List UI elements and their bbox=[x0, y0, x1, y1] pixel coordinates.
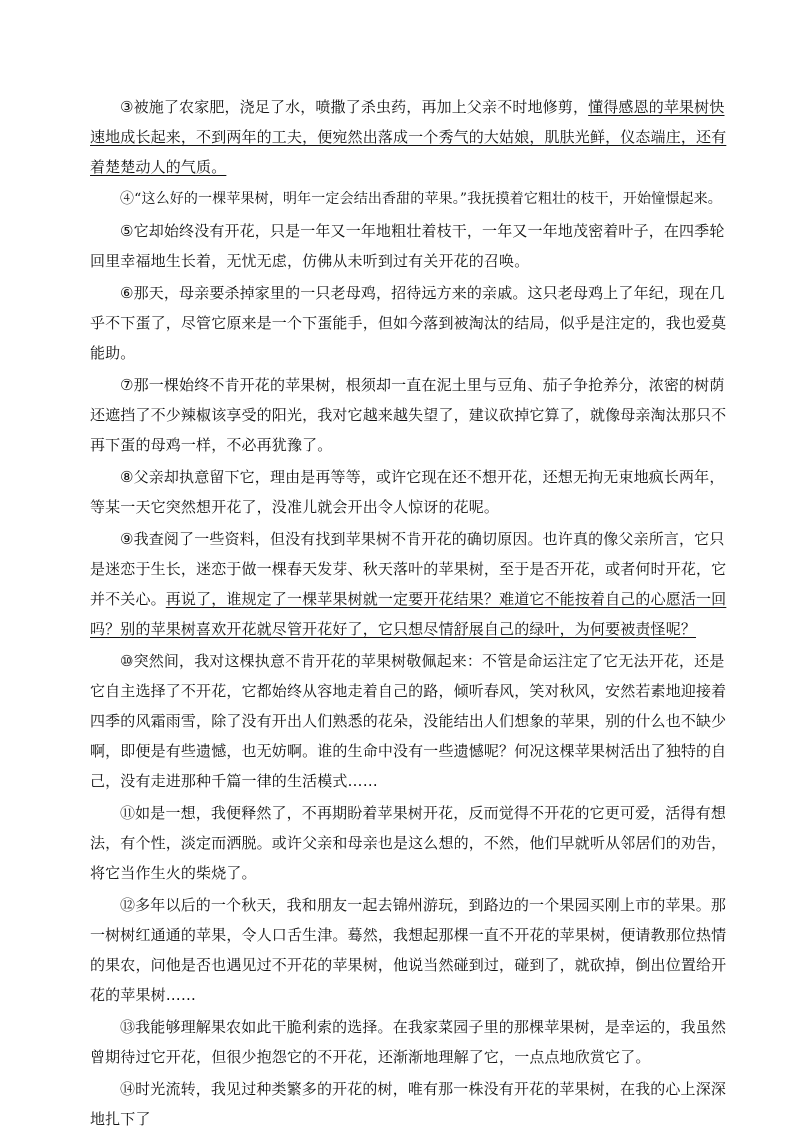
paragraph-number: ⑨ bbox=[120, 530, 134, 548]
paragraph-13 bbox=[90, 1012, 730, 1072]
paragraph-number: ⑦ bbox=[120, 376, 134, 394]
paragraph-text: 它却始终没有开花，只是一年又一年地粗壮着枝干，一年又一年地茂密着叶子，在四季轮回里幸福地生长着，无忧无虑，仿佛从未听到过有关开花的召唤。 bbox=[90, 222, 725, 270]
underlined-sentence: 懂得感恩的苹果树快速地成长起来，不到两年的工夫，便宛然出落成一个秀气的大姑娘，肌肤光鲜，仪态端庄，还有着楚楚动人的气质。 bbox=[90, 98, 727, 176]
paragraph-number: ⑩ bbox=[120, 652, 134, 670]
paragraph-4 bbox=[90, 184, 730, 214]
paragraph-8 bbox=[90, 462, 730, 522]
paragraph-10 bbox=[90, 646, 730, 796]
paragraph-text: “这么好的一棵苹果树，明年一定会结出香甜的苹果。”我抚摸着它粗壮的枝干，开始憧憬起来。 bbox=[134, 191, 722, 207]
paragraph-9 bbox=[90, 524, 730, 644]
underlined-sentence: 再说了，谁规定了一棵苹果树就一定要开花结果？难道它不能按着自己的心愿活一回吗？别的苹果树喜欢开花就尽管开花好了，它只想尽情舒展自己的绿叶，为何要被责怪呢？ bbox=[90, 590, 727, 638]
paragraph-number: ⑫ bbox=[120, 896, 136, 914]
paragraph-text: 被施了农家肥，浇足了水，喷撒了杀虫药，再加上父亲不时地修剪， bbox=[133, 98, 589, 116]
paragraph-number: ⑪ bbox=[120, 804, 136, 822]
paragraph-text: 多年以后的一个秋天，我和朋友一起去锦州游玩，到路边的一个果园买刚上市的苹果。那一树树红通通的苹果，令人口舌生津。蓦然，我想起那棵一直不开花的苹果树，便请教那位热情的果农，问他是否也遇见过不开花的苹果树，他说当然碰到过，碰到了，就砍掉，倒出位置给开花的苹果树…… bbox=[90, 896, 727, 1004]
paragraph-text: 我查阅了一些资料，但没有找到苹果树不肯开花的确切原因。也许真的像父亲所言，它只是迷恋于生长，迷恋于做一棵春天发芽、秋天落叶的苹果树，至于是否开花，或者何时开花，它并不关心。 bbox=[90, 530, 727, 608]
paragraph-14 bbox=[90, 1074, 730, 1134]
paragraph-number: ③ bbox=[120, 98, 134, 116]
paragraph-number: ⑬ bbox=[120, 1018, 136, 1036]
paragraph-7 bbox=[90, 370, 730, 460]
paragraph-text: 如是一想，我便释然了，不再期盼着苹果树开花，反而觉得不开花的它更可爱，活得有想法，有个性，淡定而洒脱。或许父亲和母亲也是这么想的，不然，他们早就听从邻居们的劝告，将它当作生火的柴烧了。 bbox=[90, 804, 727, 882]
paragraph-6 bbox=[90, 278, 730, 368]
paragraph-12 bbox=[90, 890, 730, 1010]
paragraph-5 bbox=[90, 216, 730, 276]
document-page bbox=[90, 92, 730, 1136]
paragraph-number: ⑭ bbox=[120, 1080, 136, 1098]
paragraph-number: ⑤ bbox=[120, 222, 134, 240]
paragraph-text: 时光流转，我见过种类繁多的开花的树，唯有那一株没有开花的苹果树，在我的心上深深地扎下了 bbox=[90, 1080, 727, 1128]
paragraph-number: ⑧ bbox=[120, 468, 134, 486]
paragraph-text: 那一棵始终不肯开花的苹果树，根须却一直在泥土里与豆角、茄子争抢养分，浓密的树荫还遮挡了不少辣椒该享受的阳光，我对它越来越失望了，建议砍掉它算了，就像母亲淘汰那只不再下蛋的母鸡一样，不必再犹豫了。 bbox=[90, 376, 727, 454]
paragraph-number: ⑥ bbox=[120, 284, 134, 302]
paragraph-text: 那天，母亲要杀掉家里的一只老母鸡，招待远方来的亲戚。这只老母鸡上了年纪，现在几乎不下蛋了，尽管它原来是一个下蛋能手，但如今落到被淘汰的结局，似乎是注定的，我也爱莫能助。 bbox=[90, 284, 727, 362]
paragraph-3 bbox=[90, 92, 730, 182]
paragraph-text: 突然间，我对这棵执意不肯开花的苹果树敬佩起来：不管是命运注定了它无法开花，还是它自主选择了不开花，它都始终从容地走着自己的路，倾听春风，笑对秋风，安然若素地迎接着四季的风霜雨雪，除了没有开出人们熟悉的花朵，没能结出人们想象的苹果，别的什么也不缺少啊，即便是有些遗憾，也无妨啊。谁的生命中没有一些遗憾呢？何况这棵苹果树活出了独特的自己，没有走进那种千篇一律的生活模式…… bbox=[90, 652, 727, 790]
paragraph-11 bbox=[90, 798, 730, 888]
paragraph-number: ④ bbox=[120, 191, 135, 207]
paragraph-text: 我能够理解果农如此干脆利索的选择。在我家菜园子里的那棵苹果树，是幸运的，我虽然曾期待过它开花，但很少抱怨它的不开花，还渐渐地理解了它，一点点地欣赏它了。 bbox=[90, 1018, 727, 1066]
paragraph-text: 父亲却执意留下它，理由是再等等，或许它现在还不想开花，还想无拘无束地疯长两年，等某一天它突然想开花了，没准儿就会开出令人惊讶的花呢。 bbox=[90, 468, 725, 516]
